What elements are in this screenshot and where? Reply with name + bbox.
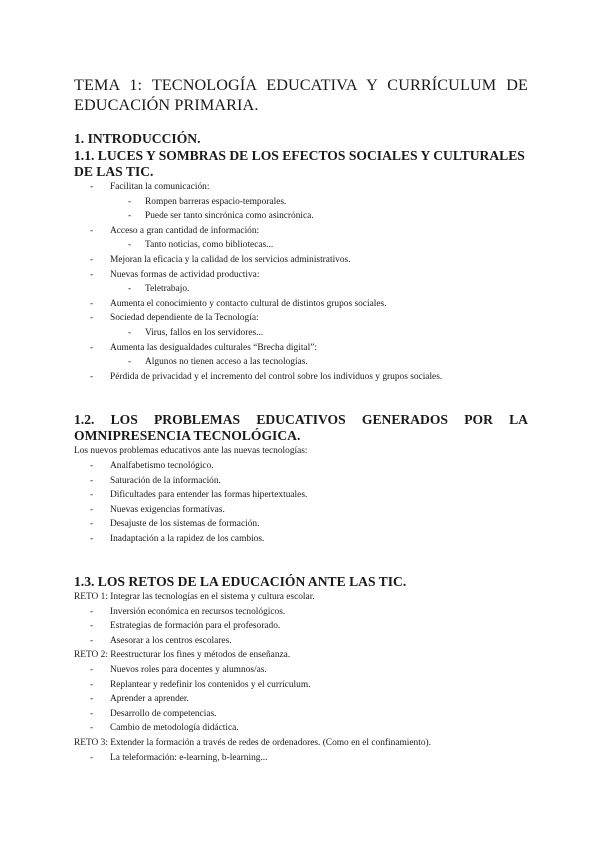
- sub-list-item: - Teletrabajo.: [0, 282, 600, 297]
- retos-list: [0, 590, 600, 765]
- luces-sombras-list: [0, 180, 600, 384]
- subsection-heading-1-2: 1.2. LOS PROBLEMAS EDUCATIVOS GENERADOS POR LA OMNIPRESENCIA TECNOLÓGICA.: [74, 412, 528, 443]
- list-item: - Aumenta las desigualdades culturales “Brecha digital”:: [0, 341, 600, 356]
- list-item: - Aumenta el conocimiento y contacto cultural de distintos grupos sociales.: [0, 297, 600, 312]
- list-item: - Sociedad dependiente de la Tecnología:: [0, 311, 600, 326]
- list-item: - Inadaptación a la rapidez de los cambios.: [0, 532, 600, 547]
- sub-list-item: - Rompen barreras espacio-temporales.: [0, 195, 600, 210]
- list-item: - Dificultades para entender las formas hipertextuales.: [0, 488, 600, 503]
- subsection-heading-1-1: 1.1. LUCES Y SOMBRAS DE LOS EFECTOS SOCIALES Y CULTURALES DE LAS TIC.: [74, 148, 525, 179]
- problemas-list: [0, 459, 600, 547]
- list-item: - Nuevas exigencias formativas.: [0, 503, 600, 518]
- document-title: TEMA 1: TECNOLOGÍA EDUCATIVA Y CURRÍCULUM DE EDUCACIÓN PRIMARIA.: [74, 76, 528, 114]
- list-item: - Pérdida de privacidad y el incremento del control sobre los individuos y grupos sociales.: [0, 370, 600, 385]
- list-item: - La teleformación: e-learning, b-learning...: [0, 751, 600, 766]
- problemas-intro: Los nuevos problemas educativos ante las nuevas tecnologías:: [74, 446, 308, 456]
- list-item: - Analfabetismo tecnológico.: [0, 459, 600, 474]
- reto-line: RETO 2: Reestructurar los fines y métodos de enseñanza.: [74, 650, 291, 661]
- list-item: - Acceso a gran cantidad de información:: [0, 224, 600, 239]
- list-item: - Cambio de metodología didáctica.: [0, 721, 600, 736]
- list-item: - Desajuste de los sistemas de formación.: [0, 517, 600, 532]
- list-item: - Nuevas formas de actividad productiva:: [0, 268, 600, 283]
- list-item: - Saturación de la información.: [0, 474, 600, 489]
- reto-line: RETO 3: Extender la formación a través de redes de ordenadores. (Como en el confinamiento).: [74, 737, 431, 748]
- list-item: - Replantear y redefinir los contenidos y el currículum.: [0, 678, 600, 693]
- list-item: - Desarrollo de competencias.: [0, 707, 600, 722]
- list-item: - Asesorar a los centros escolares.: [0, 634, 600, 649]
- sub-list-item: - Virus, fallos en los servidores...: [0, 326, 600, 341]
- list-item: - Aprender a aprender.: [0, 692, 600, 707]
- subsection-heading-1-3: 1.3. LOS RETOS DE LA EDUCACIÓN ANTE LAS TIC.: [74, 574, 407, 589]
- list-item: - Nuevos roles para docentes y alumnos/as.: [0, 663, 600, 678]
- list-item: - Facilitan la comunicación:: [0, 180, 600, 195]
- sub-list-item: - Puede ser tanto sincrónica como asincrónica.: [0, 209, 600, 224]
- list-item: - Estrategias de formación para el profesorado.: [0, 619, 600, 634]
- sub-list-item: - Algunos no tienen acceso a las tecnologías.: [0, 355, 600, 370]
- list-item: - Inversión económica en recursos tecnológicos.: [0, 605, 600, 620]
- section-heading-introduccion: 1. INTRODUCCIÓN.: [74, 131, 201, 146]
- list-item: - Mejoran la eficacia y la calidad de los servicios administrativos.: [0, 253, 600, 268]
- reto-line: RETO 1: Integrar las tecnologías en el sistema y cultura escolar.: [74, 592, 315, 602]
- sub-list-item: - Tanto noticias, como bibliotecas...: [0, 238, 600, 253]
